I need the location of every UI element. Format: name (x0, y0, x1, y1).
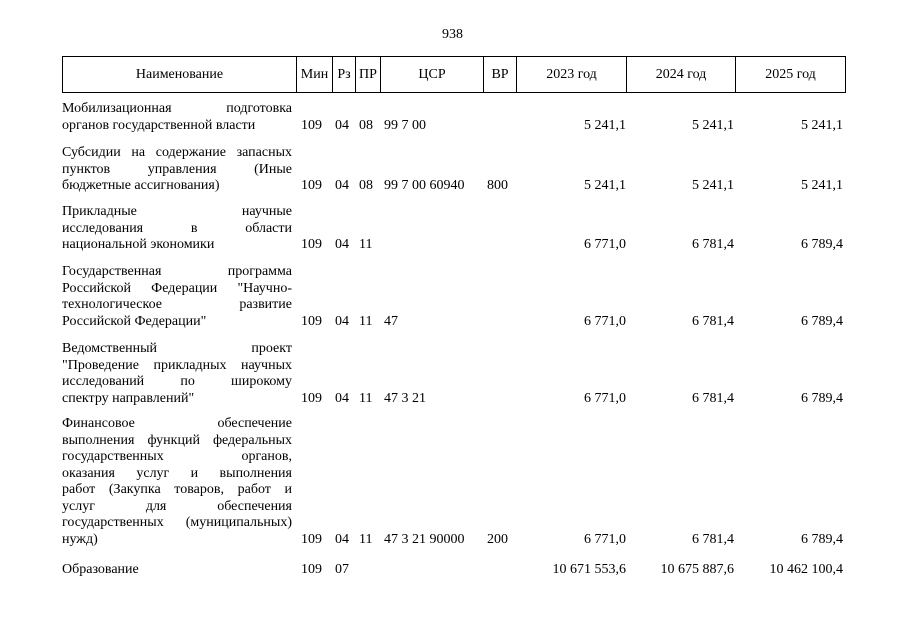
row-name-line: Российской Федерации "Научно- (62, 280, 292, 296)
row-name-line: исследования в области (62, 220, 292, 236)
row-min: 109 (301, 390, 322, 406)
row-name-line: нужд) (62, 531, 98, 547)
row-name-line: выполнения функций федеральных (62, 432, 292, 448)
row-min: 109 (301, 117, 322, 133)
row-min: 109 (301, 562, 322, 577)
row-value-2025: 5 241,1 (801, 117, 843, 133)
row-name-line: бюджетные ассигнования) (62, 178, 220, 193)
row-name-line: государственных (муниципальных) (62, 515, 292, 530)
header-pr: ПР (356, 57, 381, 92)
header-name: Наименование (63, 57, 297, 92)
row-value-2025: 6 789,4 (801, 313, 843, 329)
header-min: Мин (297, 57, 333, 92)
row-name-line: Субсидии на содержание запасных (62, 145, 292, 160)
row-name-line: спектру направлений" (62, 390, 195, 406)
row-name-line: Ведомственный проект (62, 341, 292, 356)
row-value-2024: 10 675 887,6 (660, 562, 734, 577)
row-csr: 99 7 00 (384, 117, 426, 133)
row-name-line: пунктов управления (Иные (62, 161, 292, 177)
row-pr: 08 (359, 117, 373, 133)
row-vr: 800 (487, 178, 508, 193)
header-year-2023: 2023 год (517, 57, 627, 92)
row-name-line: Мобилизационная подготовка (62, 101, 292, 116)
row-rz: 04 (335, 178, 349, 193)
row-value-2025: 6 789,4 (801, 531, 843, 547)
row-value-2023: 5 241,1 (584, 178, 626, 193)
row-value-2023: 6 771,0 (584, 390, 626, 406)
row-value-2025: 6 789,4 (801, 237, 843, 252)
header-rz: Рз (333, 57, 356, 92)
row-value-2024: 6 781,4 (692, 237, 734, 252)
row-csr: 99 7 00 60940 (384, 178, 465, 193)
row-name-line: работ (Закупка товаров, работ и (62, 482, 292, 497)
row-min: 109 (301, 313, 322, 329)
row-value-2024: 5 241,1 (692, 178, 734, 193)
row-name-line: государственных органов, (62, 449, 292, 464)
row-rz: 04 (335, 531, 349, 547)
row-value-2023: 6 771,0 (584, 313, 626, 329)
header-year-2024: 2024 год (627, 57, 736, 92)
row-name-line: "Проведение прикладных научных (62, 357, 292, 373)
row-min: 109 (301, 178, 322, 193)
row-name-line: Прикладные научные (62, 204, 292, 219)
row-value-2025: 10 462 100,4 (769, 562, 843, 577)
row-pr: 08 (359, 178, 373, 193)
row-value-2025: 5 241,1 (801, 178, 843, 193)
row-rz: 04 (335, 313, 349, 329)
header-year-2025: 2025 год (765, 67, 816, 82)
row-name (62, 204, 292, 254)
row-value-2023: 6 771,0 (584, 531, 626, 547)
row-min: 109 (301, 237, 322, 252)
row-name-line: Финансовое обеспечение (62, 416, 292, 431)
row-name (62, 101, 292, 134)
header-vr: ВР (484, 57, 517, 92)
row-name-line: Государственная программа (62, 264, 292, 279)
row-rz: 04 (335, 117, 349, 133)
row-pr: 11 (359, 313, 373, 329)
row-rz: 04 (335, 237, 349, 252)
row-name-line: оказания услуг и выполнения (62, 465, 292, 481)
row-name-line: Образование (62, 562, 139, 577)
row-vr: 200 (487, 531, 508, 547)
row-value-2023: 10 671 553,6 (552, 562, 626, 577)
row-name (62, 416, 292, 548)
row-pr: 11 (359, 531, 373, 547)
row-min: 109 (301, 531, 322, 547)
row-rz: 07 (335, 562, 349, 577)
row-value-2023: 6 771,0 (584, 237, 626, 252)
row-value-2024: 6 781,4 (692, 390, 734, 406)
page-number: 938 (442, 27, 463, 42)
row-pr: 11 (359, 237, 373, 252)
row-value-2024: 6 781,4 (692, 313, 734, 329)
row-name (62, 145, 292, 195)
row-csr: 47 (384, 313, 398, 329)
row-name-line: технологическое развитие (62, 297, 292, 312)
row-value-2023: 5 241,1 (584, 117, 626, 133)
header-csr: ЦСР (381, 57, 484, 92)
row-name-line: Российской Федерации" (62, 313, 207, 329)
table-header (62, 56, 846, 93)
row-value-2024: 6 781,4 (692, 531, 734, 547)
row-name-line: исследований по широкому (62, 374, 292, 389)
row-name-line: услуг для обеспечения (62, 498, 292, 514)
row-csr: 47 3 21 (384, 390, 426, 406)
row-name-line: органов государственной власти (62, 117, 256, 133)
row-name (62, 341, 292, 407)
row-value-2024: 5 241,1 (692, 117, 734, 133)
row-value-2025: 6 789,4 (801, 390, 843, 406)
row-name (62, 562, 292, 579)
row-name (62, 264, 292, 330)
row-csr: 47 3 21 90000 (384, 531, 465, 547)
row-name-line: национальной экономики (62, 237, 215, 252)
row-pr: 11 (359, 390, 373, 406)
row-rz: 04 (335, 390, 349, 406)
